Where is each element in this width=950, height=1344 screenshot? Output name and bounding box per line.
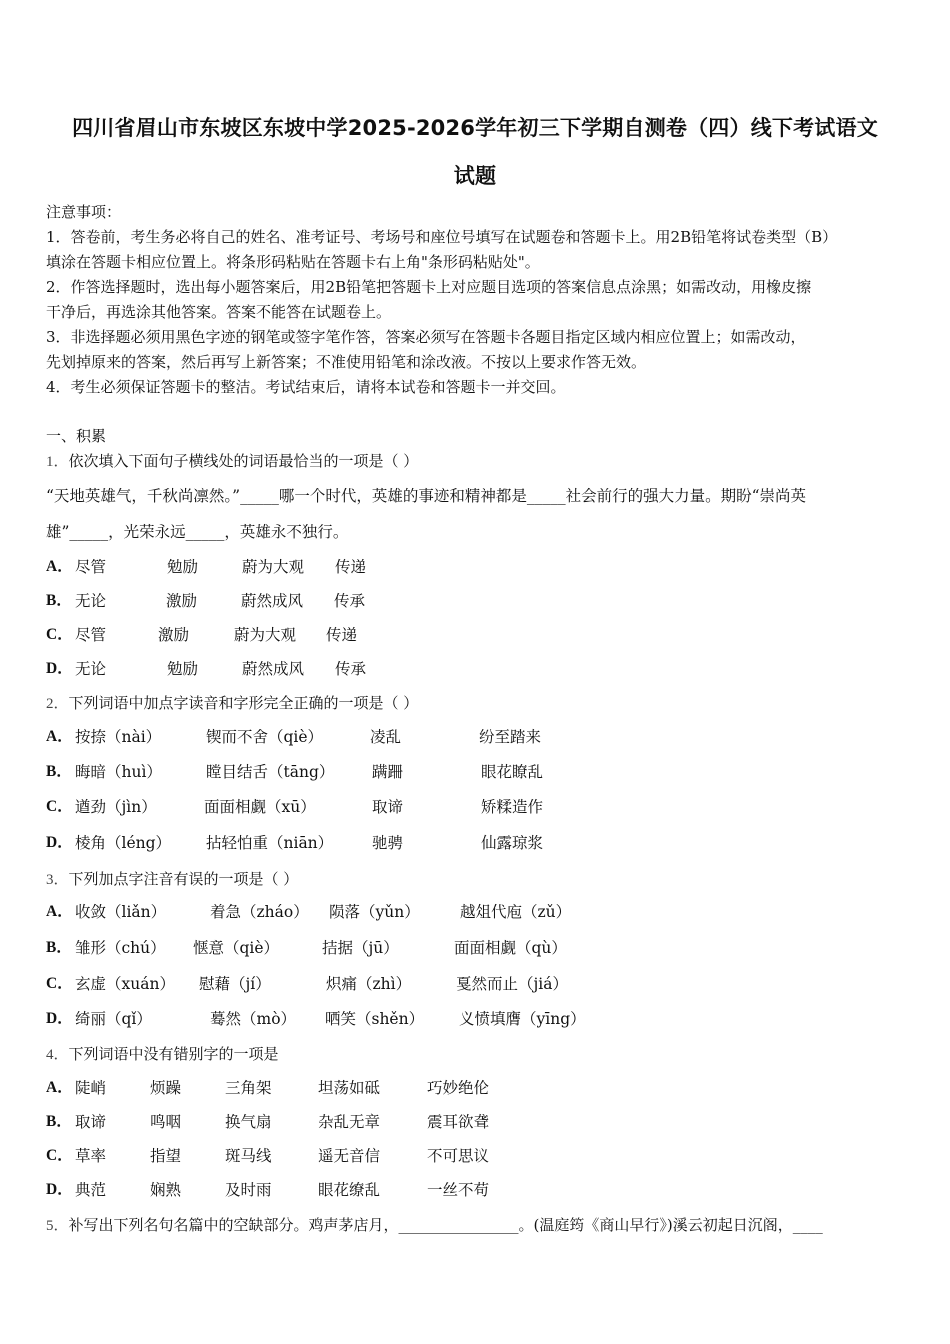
option-item: 仙露琼浆 (481, 834, 544, 852)
option-item: 烦躁 (150, 1079, 182, 1097)
option-item: 凌乱 (370, 728, 402, 746)
question-number: 1． (46, 454, 69, 470)
option-item: 陨落（yǔn） (329, 903, 420, 921)
notice-line: 1．答卷前，考生务必将自己的姓名、准考证号、考场号和座位号填写在试题卷和答题卡上。用2B铅笔将试卷类型（B） (46, 228, 838, 246)
option-item: 不可思议 (427, 1147, 490, 1165)
option-label: B． (46, 763, 72, 780)
option-item: 勉励 (167, 660, 199, 678)
option-label: D． (46, 834, 73, 851)
option-label: A． (46, 558, 73, 575)
notice-line: 先划掉原来的答案，然后再写上新答案；不准使用铅笔和涂改液。不按以上要求作答无效。 (46, 353, 647, 371)
question-1-stem (46, 451, 418, 472)
option-item: 勉励 (167, 558, 199, 576)
option-item: 指望 (150, 1147, 182, 1165)
option-item: 戛然而止（jiá） (456, 975, 569, 993)
option-item: 矫糅造作 (481, 798, 544, 816)
option-item: 棱角（léng） (75, 834, 172, 852)
option-item: 蔚为大观 (242, 558, 305, 576)
option-item: 典范 (75, 1181, 107, 1199)
notice-line: 3．非选择题必须用黑色字迹的钢笔或签字笔作答，答案必须写在答题卡各题目指定区域内相应位置上；如需改动， (46, 328, 806, 346)
question-5-stem (46, 1215, 823, 1236)
option-item: 蓦然（mò） (210, 1010, 297, 1028)
option-item: 晦暗（huì） (75, 763, 162, 781)
question-text: 下列加点字注音有误的一项是（ ） (68, 870, 299, 888)
option-item: 遒劲（jìn） (75, 798, 157, 816)
option-label: D． (46, 1010, 73, 1027)
option-label: C． (46, 975, 73, 992)
option-item: 蔚然成风 (241, 592, 304, 610)
option-label: C． (46, 798, 73, 815)
question-1-passage: “天地英雄气，千秋尚凛然。”_____哪一个时代，英雄的事迹和精神都是_____社会前行的强大力量。期盼“崇尚英 (46, 487, 807, 505)
option-item: 坦荡如砥 (318, 1079, 381, 1097)
option-item: 面面相觑（xū） (204, 798, 316, 816)
option-item: 驰骋 (372, 834, 404, 852)
option-item: 面面相觑（qù） (454, 939, 567, 957)
option-item: 震耳欲聋 (427, 1113, 490, 1131)
option-item: 纷至踏来 (479, 728, 542, 746)
exam-title-line-1: 四川省眉山市东坡区东坡中学2025-2026学年初三下学期自测卷（四）线下考试语文 (72, 116, 878, 140)
option-item: 传承 (335, 660, 367, 678)
option-item: 越俎代庖（zǔ） (460, 903, 572, 921)
option-item: 拮据（jū） (322, 939, 399, 957)
option-item: 眼花瞭乱 (481, 763, 544, 781)
option-item: 收敛（liǎn） (75, 903, 167, 921)
question-1-passage: 雄”_____，光荣永远_____，英雄永不独行。 (46, 523, 349, 541)
option-item: 娴熟 (150, 1181, 182, 1199)
option-item: 按捺（nài） (75, 728, 162, 746)
option-label: A． (46, 903, 73, 920)
option-item: 玄虚（xuán） (75, 975, 175, 993)
option-item: 遥无音信 (318, 1147, 381, 1165)
option-item: 取谛 (75, 1113, 107, 1131)
question-2-stem (46, 693, 418, 714)
question-text: 依次填入下面句子横线处的词语最恰当的一项是（ ） (68, 452, 419, 470)
option-item: 巧妙绝伦 (427, 1079, 490, 1097)
section-heading: 一、积累 (46, 427, 107, 445)
option-item: 惬意（qiè） (193, 939, 280, 957)
option-item: 杂乱无章 (318, 1113, 381, 1131)
notice-line: 4．考生必须保证答题卡的整洁。考试结束后，请将本试卷和答题卡一并交回。 (46, 378, 566, 396)
option-item: 草率 (75, 1147, 107, 1165)
question-number: 4． (46, 1047, 69, 1063)
option-item: 三角架 (225, 1079, 272, 1097)
option-item: 尽管 (75, 626, 107, 644)
option-item: 及时雨 (225, 1181, 272, 1199)
option-item: 慰藉（jí） (199, 975, 271, 993)
question-text: 下列词语中加点字读音和字形完全正确的一项是（ ） (68, 694, 419, 712)
option-item: 鸣咽 (150, 1113, 182, 1131)
option-item: 斑马线 (225, 1147, 272, 1165)
option-item: 传递 (335, 558, 367, 576)
option-label: A． (46, 728, 73, 745)
question-number: 2． (46, 696, 69, 712)
notice-heading: 注意事项： (46, 203, 122, 221)
notice-line: 填涂在答题卡相应位置上。将条形码粘贴在答题卡右上角"条形码粘贴处"。 (46, 253, 540, 271)
notice-line: 2．作答选择题时，选出每小题答案后，用2B铅笔把答题卡上对应题目选项的答案信息点涂黑；如需改动，用橡皮擦 (46, 278, 812, 296)
option-item: 炽痛（zhì） (326, 975, 412, 993)
option-label: C． (46, 626, 73, 643)
option-item: 着急（zháo） (210, 903, 309, 921)
option-label: B． (46, 592, 72, 609)
option-item: 尽管 (75, 558, 107, 576)
option-item: 传递 (326, 626, 358, 644)
option-item: 义愤填膺（yīng） (459, 1010, 586, 1028)
option-label: B． (46, 939, 72, 956)
notice-line: 干净后，再选涂其他答案。答案不能答在试题卷上。 (46, 303, 392, 321)
option-item: 雏形（chú） (75, 939, 166, 957)
option-item: 蹒跚 (372, 763, 404, 781)
question-text: 下列词语中没有错别字的一项是 (68, 1045, 279, 1063)
option-item: 瞠目结舌（tāng） (206, 763, 335, 781)
option-label: D． (46, 1181, 73, 1198)
option-label: A． (46, 1079, 73, 1096)
option-item: 无论 (75, 660, 107, 678)
option-item: 一丝不苟 (427, 1181, 490, 1199)
exam-title-line-2: 试题 (453, 164, 497, 188)
option-item: 传承 (334, 592, 366, 610)
option-label: D． (46, 660, 73, 677)
question-number: 5． (46, 1218, 69, 1234)
option-item: 无论 (75, 592, 107, 610)
option-item: 绮丽（qǐ） (75, 1010, 152, 1028)
option-item: 换气扇 (225, 1113, 272, 1131)
option-item: 陡峭 (75, 1079, 107, 1097)
option-label: B． (46, 1113, 72, 1130)
option-item: 哂笑（shěn） (325, 1010, 425, 1028)
option-item: 取谛 (372, 798, 404, 816)
option-item: 蔚然成风 (242, 660, 305, 678)
option-item: 激励 (158, 626, 190, 644)
question-number: 3． (46, 872, 69, 888)
option-item: 蔚为大观 (234, 626, 297, 644)
option-item: 激励 (166, 592, 198, 610)
option-item: 拈轻怕重（niān） (206, 834, 334, 852)
question-4-stem (46, 1044, 279, 1065)
question-3-stem (46, 869, 298, 890)
option-item: 眼花缭乱 (318, 1181, 381, 1199)
option-label: C． (46, 1147, 73, 1164)
option-item: 锲而不舍（qiè） (206, 728, 324, 746)
question-text: 补写出下列名句名篇中的空缺部分。鸡声茅店月，________________。(温庭筠《商山早行》)溪云初起日沉阁，____ (68, 1216, 823, 1234)
